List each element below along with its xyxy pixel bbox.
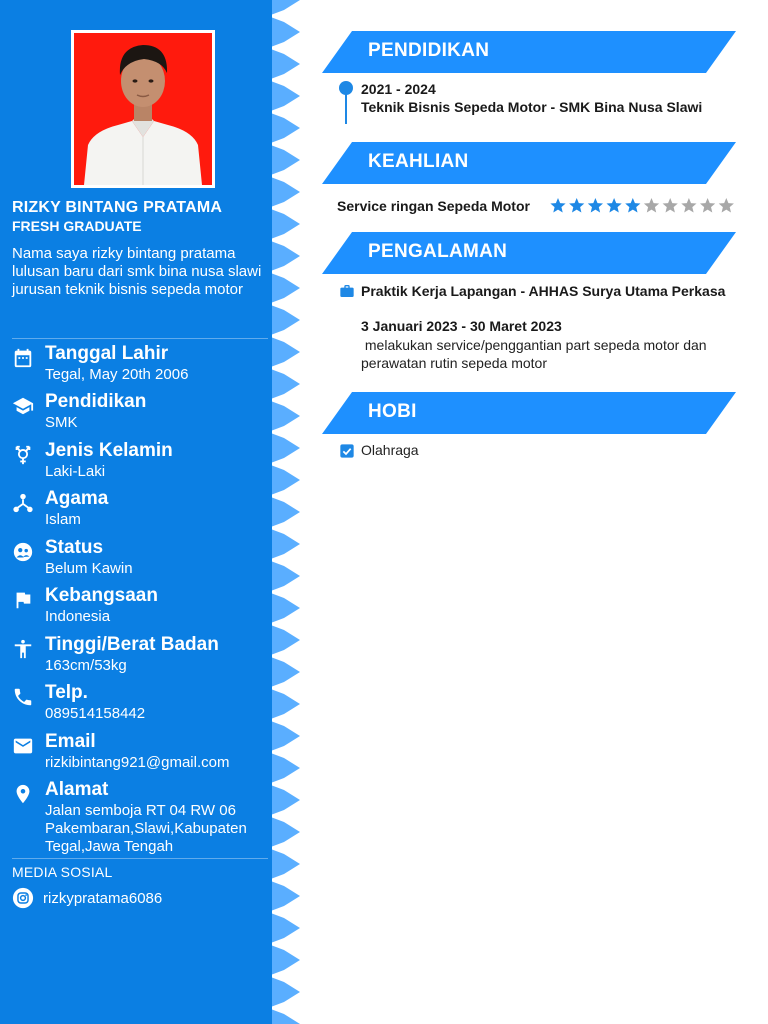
info-value: Jalan semboja RT 04 RW 06 bbox=[45, 802, 236, 819]
info-value: 089514158442 bbox=[45, 705, 146, 722]
info-label: Agama bbox=[45, 488, 109, 509]
hobby-item: Olahraga bbox=[361, 442, 419, 458]
info-value: Tegal, May 20th 2006 bbox=[45, 366, 189, 383]
section-header-education bbox=[322, 31, 738, 73]
graduation-cap-icon bbox=[12, 395, 34, 417]
info-value-line3: Tegal,Jawa Tengah bbox=[45, 838, 174, 855]
section-header-skills bbox=[322, 142, 738, 184]
experience-title: Praktik Kerja Lapangan - AHHAS Surya Utama Perkasa bbox=[361, 283, 726, 299]
profile-photo bbox=[74, 33, 212, 185]
skill-rating bbox=[550, 196, 737, 216]
star-filled-icon bbox=[550, 198, 565, 212]
section-header-experience bbox=[322, 232, 738, 274]
info-label: Tanggal Lahir bbox=[45, 343, 169, 364]
info-label: Status bbox=[45, 537, 104, 558]
flag-icon bbox=[12, 589, 34, 611]
profile-photo-frame bbox=[71, 30, 215, 188]
social-handle: rizkypratama6086 bbox=[43, 890, 163, 907]
checkbox-icon bbox=[339, 443, 355, 459]
experience-description: melakukan service/penggantian part sepeda motor dan perawatan rutin sepeda motor bbox=[361, 337, 711, 371]
star-empty-icon bbox=[644, 198, 659, 212]
instagram-icon bbox=[12, 887, 34, 909]
location-pin-icon bbox=[12, 783, 34, 805]
info-value: Islam bbox=[45, 511, 81, 528]
info-label: Jenis Kelamin bbox=[45, 440, 173, 461]
star-empty-icon bbox=[681, 198, 696, 212]
section-title: PENGALAMAN bbox=[368, 241, 508, 262]
section-title: PENDIDIKAN bbox=[368, 40, 490, 61]
social-instagram[interactable] bbox=[12, 887, 270, 911]
section-title: HOBI bbox=[368, 401, 417, 422]
star-empty-icon bbox=[663, 198, 678, 212]
divider bbox=[12, 338, 270, 339]
star-empty-icon bbox=[700, 198, 715, 212]
experience-date: 3 Januari 2023 - 30 Maret 2023 bbox=[361, 318, 562, 334]
skill-name: Service ringan Sepeda Motor bbox=[337, 198, 530, 214]
info-value-line2: Pakembaran,Slawi,Kabupaten bbox=[45, 820, 247, 837]
timeline-line bbox=[345, 93, 347, 124]
star-filled-icon bbox=[606, 198, 621, 212]
profile-about: Nama saya rizky bintang pratama lulusan baru dari smk bina nusa slawi jurusan teknik bisnis sepeda motor bbox=[12, 245, 262, 298]
education-school: Teknik Bisnis Sepeda Motor - SMK Bina Nusa Slawi bbox=[361, 99, 703, 115]
info-value: Laki-Laki bbox=[45, 463, 106, 480]
education-years: 2021 - 2024 bbox=[361, 81, 436, 97]
section-title: KEAHLIAN bbox=[368, 151, 469, 172]
briefcase-icon bbox=[339, 283, 355, 299]
info-label: Telp. bbox=[45, 682, 88, 703]
info-label: Pendidikan bbox=[45, 391, 147, 412]
info-value: Indonesia bbox=[45, 608, 111, 625]
person-icon bbox=[12, 638, 34, 660]
info-label: Kebangsaan bbox=[45, 585, 158, 606]
phone-icon bbox=[12, 686, 34, 708]
star-filled-icon bbox=[569, 198, 584, 212]
info-value: Belum Kawin bbox=[45, 560, 133, 577]
info-label: Email bbox=[45, 731, 96, 752]
profile-role: FRESH GRADUATE bbox=[12, 218, 142, 234]
info-value: 163cm/53kg bbox=[45, 657, 127, 674]
star-filled-icon bbox=[625, 198, 640, 212]
info-value: SMK bbox=[45, 414, 78, 431]
zigzag-border bbox=[268, 0, 302, 1024]
skill-row bbox=[337, 196, 737, 216]
info-label: Alamat bbox=[45, 779, 109, 800]
info-label: Tinggi/Berat Badan bbox=[45, 634, 219, 655]
section-header-hobbies bbox=[322, 392, 738, 434]
status-icon bbox=[12, 541, 34, 563]
social-title: MEDIA SOSIAL bbox=[12, 864, 113, 880]
info-value: rizkibintang921@gmail.com bbox=[45, 754, 230, 771]
star-filled-icon bbox=[588, 198, 603, 212]
email-icon bbox=[12, 735, 34, 757]
profile-name: RIZKY BINTANG PRATAMA bbox=[12, 199, 223, 216]
gender-icon bbox=[12, 444, 34, 466]
calendar-icon bbox=[12, 347, 34, 369]
divider bbox=[12, 858, 270, 859]
religion-icon bbox=[12, 492, 34, 514]
sidebar bbox=[0, 0, 270, 1024]
star-empty-icon bbox=[719, 198, 734, 212]
